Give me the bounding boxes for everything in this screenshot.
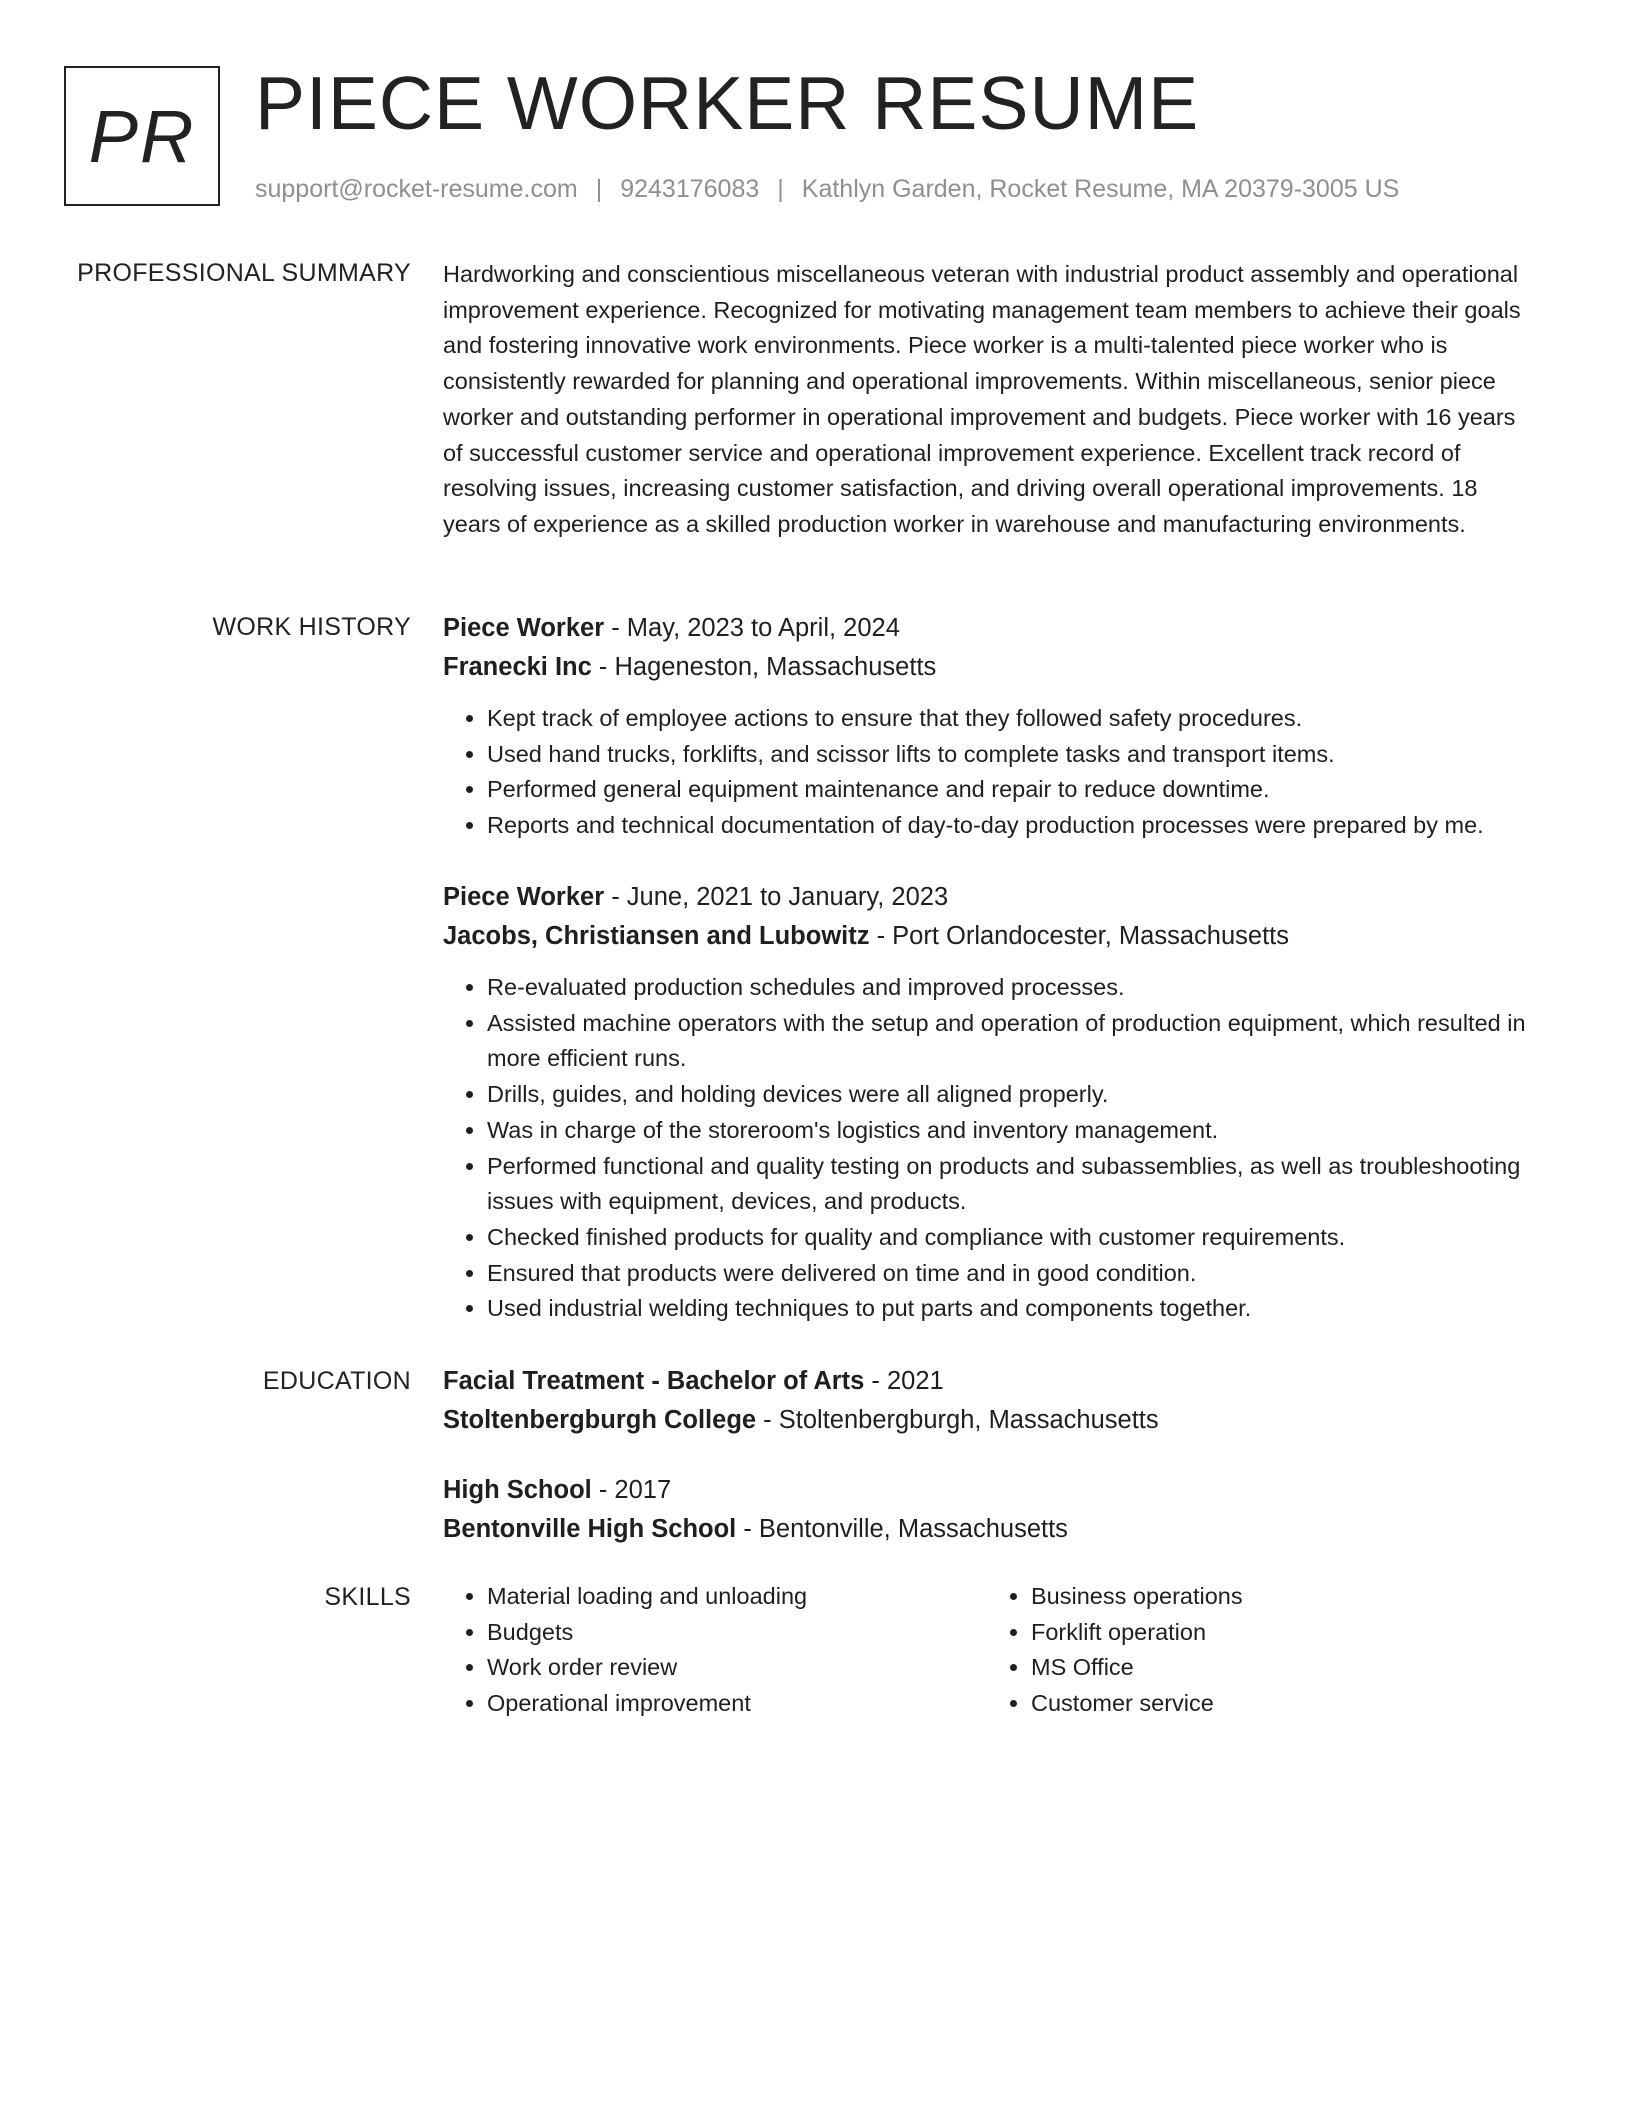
skills-section	[443, 1579, 1533, 1722]
education-school: Stoltenbergburgh College	[443, 1406, 757, 1434]
job-company: Jacobs, Christiansen and Lubowitz	[443, 922, 870, 950]
job-title: Piece Worker	[443, 614, 605, 642]
skills-list-right	[987, 1579, 1531, 1722]
job-company-line	[443, 648, 1533, 687]
page-title: PIECE WORKER RESUME	[255, 61, 1200, 145]
job-title-line	[443, 609, 1533, 648]
job-entry	[443, 609, 1533, 844]
skill-item: • Operational improvement	[487, 1686, 987, 1722]
skills-columns	[443, 1579, 1533, 1722]
education-school: Bentonville High School	[443, 1515, 737, 1543]
contact-address: Kathlyn Garden, Rocket Resume, MA 20379-3005 US	[801, 175, 1400, 203]
education-degree: High School	[443, 1476, 592, 1504]
contact-email: support@rocket-resume.com	[255, 175, 578, 203]
summary-text: Hardworking and conscientious miscellaneous veteran with industrial product assembly and operational improvement experience. Recognized for motivating management team members to achieve their goals and fostering innovative work environments. Piece worker is a multi-talented piece worker who is consistently rewarded for planning and operational improvements. Within miscellaneous, senior piece worker and outstanding performer in operational improvement and budgets. Piece worker with 16 years of successful customer service and operational improvement experience. Excellent track record of resolving issues, increasing customer satisfaction, and driving overall operational improvements. 18 years of experience as a skilled production worker in warehouse and manufacturing environments.	[443, 261, 1521, 537]
job-bullets	[443, 970, 1533, 1327]
monogram-initials: PR	[88, 94, 196, 178]
job-bullet: • Ensured that products were delivered on time and in good condition.	[487, 1256, 1533, 1292]
job-bullet: • Was in charge of the storeroom's logistics and inventory management.	[487, 1113, 1533, 1149]
job-bullet: • Kept track of employee actions to ensure that they followed safety procedures.	[487, 701, 1533, 737]
skill-item: • MS Office	[1031, 1650, 1531, 1686]
skills-list-left	[443, 1579, 987, 1722]
education-school-line	[443, 1401, 1533, 1440]
education-label: EDUCATION	[262, 1367, 411, 1395]
summary-section	[443, 257, 1533, 543]
education-year: - 2017	[591, 1476, 672, 1504]
skill-item: • Budgets	[487, 1615, 987, 1651]
job-bullet: • Performed functional and quality testing on products and subassemblies, as well as troubleshooting issues with equipment, devices, and products.	[487, 1149, 1533, 1220]
skills-label: SKILLS	[324, 1583, 411, 1611]
education-year: - 2021	[864, 1367, 944, 1395]
contact-separator: |	[595, 175, 603, 203]
contact-line	[255, 174, 1399, 204]
contact-phone: 9243176083	[620, 175, 760, 203]
skill-item: • Material loading and unloading	[487, 1579, 987, 1615]
contact-separator: |	[777, 175, 784, 203]
job-bullet: • Drills, guides, and holding devices were all aligned properly.	[487, 1077, 1533, 1113]
job-bullet: • Re-evaluated production schedules and improved processes.	[487, 970, 1533, 1006]
job-bullet: • Assisted machine operators with the setup and operation of production equipment, which resulted in more efficient runs.	[487, 1006, 1533, 1077]
job-bullet: • Used industrial welding techniques to put parts and components together.	[487, 1291, 1533, 1327]
job-location: - Hageneston, Massachusetts	[591, 653, 937, 681]
job-dates: - May, 2023 to April, 2024	[604, 614, 900, 642]
skill-item: • Business operations	[1031, 1579, 1531, 1615]
skill-item: • Customer service	[1031, 1686, 1531, 1722]
skill-item: • Forklift operation	[1031, 1615, 1531, 1651]
job-bullet: • Performed general equipment maintenance and repair to reduce downtime.	[487, 772, 1533, 808]
job-bullets	[443, 701, 1533, 844]
job-bullet: • Reports and technical documentation of day-to-day production processes were prepared by me.	[487, 808, 1533, 844]
education-degree: Facial Treatment - Bachelor of Arts	[443, 1367, 865, 1395]
job-company: Franecki Inc	[443, 653, 592, 681]
job-dates: - June, 2021 to January, 2023	[604, 883, 949, 911]
education-entry	[443, 1362, 1533, 1440]
education-degree-line	[443, 1471, 1533, 1510]
summary-label: PROFESSIONAL SUMMARY	[77, 259, 411, 287]
job-entry	[443, 878, 1533, 1327]
job-title-line	[443, 878, 1533, 917]
education-location: - Stoltenbergburgh, Massachusetts	[756, 1406, 1159, 1434]
work-history-label: WORK HISTORY	[212, 613, 411, 641]
education-entry	[443, 1471, 1533, 1549]
education-degree-line	[443, 1362, 1533, 1401]
job-company-line	[443, 917, 1533, 956]
job-title: Piece Worker	[443, 883, 605, 911]
job-bullet: • Checked finished products for quality and compliance with customer requirements.	[487, 1220, 1533, 1256]
education-school-line	[443, 1510, 1533, 1549]
job-location: - Port Orlandocester, Massachusetts	[869, 922, 1289, 950]
job-bullet: • Used hand trucks, forklifts, and scissor lifts to complete tasks and transport items.	[487, 737, 1533, 773]
education-location: - Bentonville, Massachusetts	[736, 1515, 1068, 1543]
skill-item: • Work order review	[487, 1650, 987, 1686]
monogram-box	[64, 66, 220, 206]
